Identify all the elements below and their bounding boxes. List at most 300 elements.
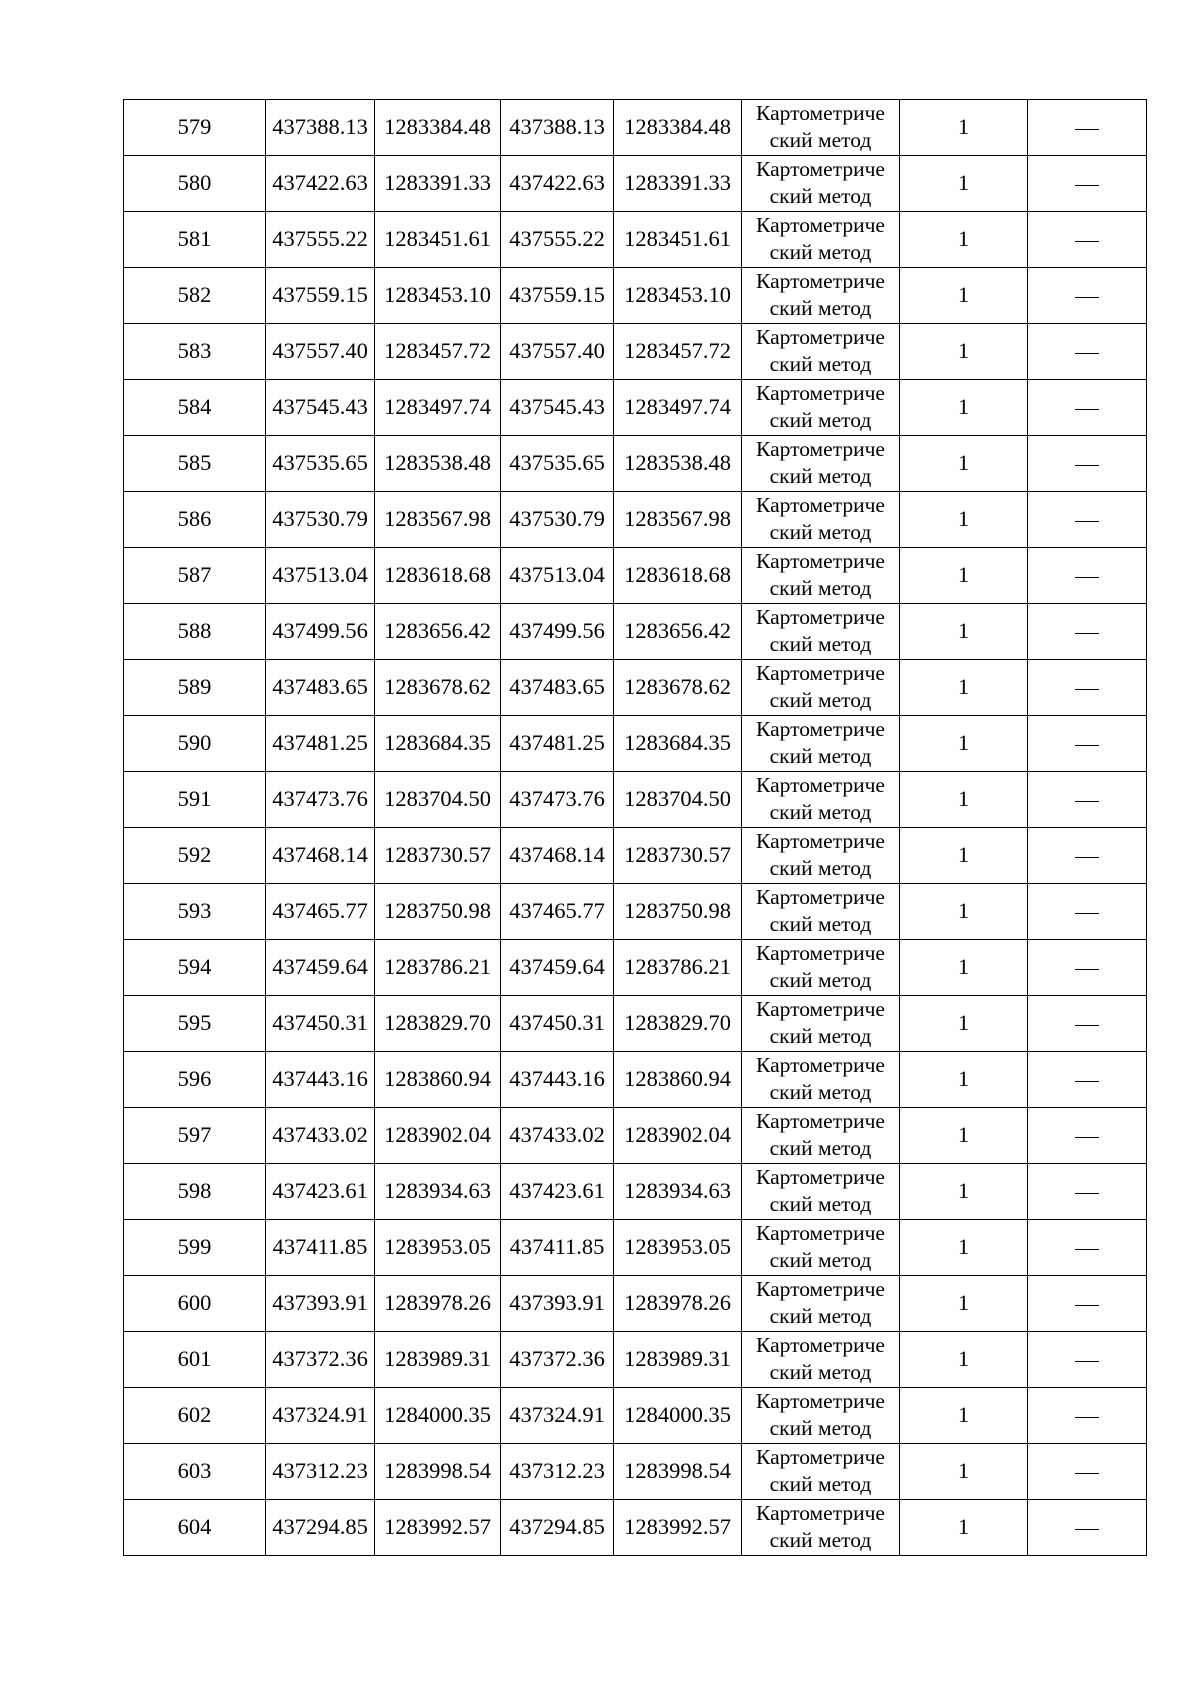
x-existing-cell: 437483.65 — [266, 660, 375, 716]
precision-cell: 1 — [900, 380, 1028, 436]
y-existing-cell: 1283829.70 — [375, 996, 501, 1052]
dash-mark — [1075, 1081, 1099, 1082]
method-line-2: ский метод — [769, 295, 872, 320]
dash-mark — [1075, 1305, 1099, 1306]
x-existing-cell: 437535.65 — [266, 436, 375, 492]
description-cell — [1028, 1388, 1147, 1444]
precision-cell: 1 — [900, 884, 1028, 940]
method-line-1: Картометриче — [756, 828, 885, 853]
point-number-cell: 588 — [124, 604, 266, 660]
x-existing-cell: 437443.16 — [266, 1052, 375, 1108]
x-refined-cell: 437459.64 — [501, 940, 614, 996]
x-existing-cell: 437473.76 — [266, 772, 375, 828]
method-line-1: Картометриче — [756, 772, 885, 797]
y-existing-cell: 1283656.42 — [375, 604, 501, 660]
table-row — [124, 1164, 1147, 1220]
x-existing-cell: 437372.36 — [266, 1332, 375, 1388]
x-refined-cell: 437423.61 — [501, 1164, 614, 1220]
dash-mark — [1075, 969, 1099, 970]
y-existing-cell: 1283978.26 — [375, 1276, 501, 1332]
point-number-cell: 584 — [124, 380, 266, 436]
precision-cell: 1 — [900, 996, 1028, 1052]
x-existing-cell: 437465.77 — [266, 884, 375, 940]
y-existing-cell: 1283934.63 — [375, 1164, 501, 1220]
x-existing-cell: 437324.91 — [266, 1388, 375, 1444]
precision-cell: 1 — [900, 660, 1028, 716]
description-cell — [1028, 212, 1147, 268]
method-line-2: ский метод — [769, 631, 872, 656]
table-row — [124, 436, 1147, 492]
method-line-1: Картометриче — [756, 716, 885, 741]
method-line-1: Картометриче — [756, 604, 885, 629]
table-row — [124, 1500, 1147, 1556]
y-refined-cell: 1283656.42 — [614, 604, 742, 660]
method-line-1: Картометриче — [756, 660, 885, 685]
x-existing-cell: 437559.15 — [266, 268, 375, 324]
method-line-1: Картометриче — [756, 212, 885, 237]
table-row — [124, 1108, 1147, 1164]
point-number-cell: 581 — [124, 212, 266, 268]
x-refined-cell: 437481.25 — [501, 716, 614, 772]
precision-cell: 1 — [900, 548, 1028, 604]
x-refined-cell: 437468.14 — [501, 828, 614, 884]
method-line-1: Картометриче — [756, 1444, 885, 1469]
precision-cell: 1 — [900, 156, 1028, 212]
method-cell — [742, 436, 900, 492]
table-row — [124, 1220, 1147, 1276]
point-number-cell: 602 — [124, 1388, 266, 1444]
description-cell — [1028, 1052, 1147, 1108]
method-line-2: ский метод — [769, 911, 872, 936]
table-row — [124, 156, 1147, 212]
description-cell — [1028, 1276, 1147, 1332]
y-refined-cell: 1283684.35 — [614, 716, 742, 772]
description-cell — [1028, 1220, 1147, 1276]
x-existing-cell: 437433.02 — [266, 1108, 375, 1164]
method-line-2: ский метод — [769, 799, 872, 824]
y-refined-cell: 1283992.57 — [614, 1500, 742, 1556]
table-row — [124, 324, 1147, 380]
method-line-2: ский метод — [769, 351, 872, 376]
table-row — [124, 1276, 1147, 1332]
dash-mark — [1075, 801, 1099, 802]
x-refined-cell: 437393.91 — [501, 1276, 614, 1332]
table-row — [124, 604, 1147, 660]
method-cell — [742, 1108, 900, 1164]
method-line-2: ский метод — [769, 519, 872, 544]
x-refined-cell: 437388.13 — [501, 100, 614, 156]
y-existing-cell: 1283538.48 — [375, 436, 501, 492]
method-line-2: ский метод — [769, 967, 872, 992]
method-cell — [742, 660, 900, 716]
method-cell — [742, 772, 900, 828]
x-existing-cell: 437555.22 — [266, 212, 375, 268]
point-number-cell: 597 — [124, 1108, 266, 1164]
y-refined-cell: 1283934.63 — [614, 1164, 742, 1220]
x-refined-cell: 437411.85 — [501, 1220, 614, 1276]
method-cell — [742, 1444, 900, 1500]
precision-cell: 1 — [900, 1276, 1028, 1332]
table-row — [124, 716, 1147, 772]
y-refined-cell: 1283391.33 — [614, 156, 742, 212]
table-row — [124, 772, 1147, 828]
method-cell — [742, 548, 900, 604]
y-existing-cell: 1283684.35 — [375, 716, 501, 772]
y-existing-cell: 1283704.50 — [375, 772, 501, 828]
x-refined-cell: 437513.04 — [501, 548, 614, 604]
method-line-2: ский метод — [769, 127, 872, 152]
description-cell — [1028, 660, 1147, 716]
table-row — [124, 1444, 1147, 1500]
description-cell — [1028, 604, 1147, 660]
table-row — [124, 940, 1147, 996]
method-line-1: Картометриче — [756, 884, 885, 909]
table-row — [124, 828, 1147, 884]
y-existing-cell: 1283730.57 — [375, 828, 501, 884]
method-line-1: Картометриче — [756, 268, 885, 293]
table-row — [124, 1332, 1147, 1388]
method-cell — [742, 716, 900, 772]
dash-mark — [1075, 129, 1099, 130]
method-line-1: Картометриче — [756, 1220, 885, 1245]
method-line-2: ский метод — [769, 407, 872, 432]
method-line-2: ский метод — [769, 1303, 872, 1328]
description-cell — [1028, 996, 1147, 1052]
precision-cell: 1 — [900, 604, 1028, 660]
description-cell — [1028, 1164, 1147, 1220]
method-cell — [742, 884, 900, 940]
x-existing-cell: 437450.31 — [266, 996, 375, 1052]
y-refined-cell: 1283567.98 — [614, 492, 742, 548]
dash-mark — [1075, 1361, 1099, 1362]
method-line-1: Картометриче — [756, 492, 885, 517]
method-cell — [742, 1220, 900, 1276]
x-refined-cell: 437545.43 — [501, 380, 614, 436]
description-cell — [1028, 940, 1147, 996]
table-row — [124, 1388, 1147, 1444]
y-refined-cell: 1283860.94 — [614, 1052, 742, 1108]
precision-cell: 1 — [900, 1052, 1028, 1108]
precision-cell: 1 — [900, 1164, 1028, 1220]
x-existing-cell: 437388.13 — [266, 100, 375, 156]
method-line-1: Картометриче — [756, 1108, 885, 1133]
x-existing-cell: 437530.79 — [266, 492, 375, 548]
method-line-1: Картометриче — [756, 940, 885, 965]
description-cell — [1028, 268, 1147, 324]
method-line-2: ский метод — [769, 743, 872, 768]
y-existing-cell: 1283860.94 — [375, 1052, 501, 1108]
y-refined-cell: 1283384.48 — [614, 100, 742, 156]
dash-mark — [1075, 1193, 1099, 1194]
x-existing-cell: 437557.40 — [266, 324, 375, 380]
y-existing-cell: 1283457.72 — [375, 324, 501, 380]
y-refined-cell: 1283618.68 — [614, 548, 742, 604]
point-number-cell: 593 — [124, 884, 266, 940]
point-number-cell: 596 — [124, 1052, 266, 1108]
precision-cell: 1 — [900, 716, 1028, 772]
x-refined-cell: 437530.79 — [501, 492, 614, 548]
x-refined-cell: 437312.23 — [501, 1444, 614, 1500]
dash-mark — [1075, 1137, 1099, 1138]
method-cell — [742, 156, 900, 212]
method-line-1: Картометриче — [756, 1332, 885, 1357]
y-refined-cell: 1283902.04 — [614, 1108, 742, 1164]
method-line-1: Картометриче — [756, 1164, 885, 1189]
dash-mark — [1075, 353, 1099, 354]
method-cell — [742, 268, 900, 324]
dash-mark — [1075, 1473, 1099, 1474]
dash-mark — [1075, 633, 1099, 634]
coordinates-table — [123, 99, 1147, 1556]
method-cell — [742, 940, 900, 996]
dash-mark — [1075, 857, 1099, 858]
method-line-1: Картометриче — [756, 436, 885, 461]
table-row — [124, 660, 1147, 716]
x-refined-cell: 437422.63 — [501, 156, 614, 212]
point-number-cell: 592 — [124, 828, 266, 884]
dash-mark — [1075, 409, 1099, 410]
point-number-cell: 604 — [124, 1500, 266, 1556]
method-cell — [742, 100, 900, 156]
y-existing-cell: 1283750.98 — [375, 884, 501, 940]
y-existing-cell: 1283453.10 — [375, 268, 501, 324]
dash-mark — [1075, 745, 1099, 746]
description-cell — [1028, 1500, 1147, 1556]
method-line-1: Картометриче — [756, 1388, 885, 1413]
y-refined-cell: 1283786.21 — [614, 940, 742, 996]
method-cell — [742, 324, 900, 380]
method-cell — [742, 1052, 900, 1108]
method-line-2: ский метод — [769, 1527, 872, 1552]
table-row — [124, 380, 1147, 436]
point-number-cell: 591 — [124, 772, 266, 828]
description-cell — [1028, 324, 1147, 380]
x-refined-cell: 437473.76 — [501, 772, 614, 828]
coordinates-table-body — [124, 100, 1147, 1556]
description-cell — [1028, 828, 1147, 884]
y-refined-cell: 1283538.48 — [614, 436, 742, 492]
precision-cell: 1 — [900, 436, 1028, 492]
dash-mark — [1075, 241, 1099, 242]
precision-cell: 1 — [900, 940, 1028, 996]
method-cell — [742, 604, 900, 660]
y-existing-cell: 1283902.04 — [375, 1108, 501, 1164]
table-row — [124, 548, 1147, 604]
precision-cell: 1 — [900, 1500, 1028, 1556]
table-row — [124, 996, 1147, 1052]
y-refined-cell: 1283497.74 — [614, 380, 742, 436]
x-refined-cell: 437433.02 — [501, 1108, 614, 1164]
method-line-2: ский метод — [769, 1359, 872, 1384]
y-refined-cell: 1283451.61 — [614, 212, 742, 268]
method-cell — [742, 1164, 900, 1220]
point-number-cell: 601 — [124, 1332, 266, 1388]
description-cell — [1028, 716, 1147, 772]
y-existing-cell: 1283567.98 — [375, 492, 501, 548]
dash-mark — [1075, 913, 1099, 914]
point-number-cell: 598 — [124, 1164, 266, 1220]
method-line-1: Картометриче — [756, 1052, 885, 1077]
x-existing-cell: 437545.43 — [266, 380, 375, 436]
x-existing-cell: 437422.63 — [266, 156, 375, 212]
point-number-cell: 583 — [124, 324, 266, 380]
point-number-cell: 579 — [124, 100, 266, 156]
dash-mark — [1075, 521, 1099, 522]
x-existing-cell: 437481.25 — [266, 716, 375, 772]
y-existing-cell: 1283998.54 — [375, 1444, 501, 1500]
x-refined-cell: 437499.56 — [501, 604, 614, 660]
method-line-1: Картометриче — [756, 548, 885, 573]
table-row — [124, 268, 1147, 324]
method-cell — [742, 380, 900, 436]
method-cell — [742, 996, 900, 1052]
precision-cell: 1 — [900, 1108, 1028, 1164]
dash-mark — [1075, 1529, 1099, 1530]
y-refined-cell: 1283989.31 — [614, 1332, 742, 1388]
x-refined-cell: 437555.22 — [501, 212, 614, 268]
y-existing-cell: 1283678.62 — [375, 660, 501, 716]
x-existing-cell: 437294.85 — [266, 1500, 375, 1556]
description-cell — [1028, 156, 1147, 212]
precision-cell: 1 — [900, 1388, 1028, 1444]
method-line-2: ский метод — [769, 575, 872, 600]
y-refined-cell: 1283829.70 — [614, 996, 742, 1052]
point-number-cell: 603 — [124, 1444, 266, 1500]
method-line-2: ский метод — [769, 1135, 872, 1160]
y-existing-cell: 1283992.57 — [375, 1500, 501, 1556]
description-cell — [1028, 380, 1147, 436]
dash-mark — [1075, 1249, 1099, 1250]
precision-cell: 1 — [900, 268, 1028, 324]
precision-cell: 1 — [900, 1332, 1028, 1388]
point-number-cell: 587 — [124, 548, 266, 604]
method-line-1: Картометриче — [756, 996, 885, 1021]
x-existing-cell: 437411.85 — [266, 1220, 375, 1276]
method-cell — [742, 492, 900, 548]
method-line-2: ский метод — [769, 1023, 872, 1048]
method-line-2: ский метод — [769, 1415, 872, 1440]
description-cell — [1028, 884, 1147, 940]
y-refined-cell: 1283953.05 — [614, 1220, 742, 1276]
method-line-2: ский метод — [769, 183, 872, 208]
dash-mark — [1075, 1417, 1099, 1418]
y-refined-cell: 1284000.35 — [614, 1388, 742, 1444]
dash-mark — [1075, 297, 1099, 298]
method-line-1: Картометриче — [756, 1276, 885, 1301]
x-existing-cell: 437312.23 — [266, 1444, 375, 1500]
point-number-cell: 590 — [124, 716, 266, 772]
description-cell — [1028, 492, 1147, 548]
x-refined-cell: 437559.15 — [501, 268, 614, 324]
method-line-1: Картометриче — [756, 156, 885, 181]
precision-cell: 1 — [900, 100, 1028, 156]
method-line-2: ский метод — [769, 1191, 872, 1216]
point-number-cell: 595 — [124, 996, 266, 1052]
table-row — [124, 1052, 1147, 1108]
point-number-cell: 600 — [124, 1276, 266, 1332]
x-existing-cell: 437459.64 — [266, 940, 375, 996]
y-refined-cell: 1283453.10 — [614, 268, 742, 324]
method-line-2: ский метод — [769, 1079, 872, 1104]
x-refined-cell: 437443.16 — [501, 1052, 614, 1108]
method-cell — [742, 212, 900, 268]
precision-cell: 1 — [900, 212, 1028, 268]
y-refined-cell: 1283730.57 — [614, 828, 742, 884]
y-refined-cell: 1283704.50 — [614, 772, 742, 828]
precision-cell: 1 — [900, 1444, 1028, 1500]
dash-mark — [1075, 465, 1099, 466]
table-row — [124, 212, 1147, 268]
y-existing-cell: 1283384.48 — [375, 100, 501, 156]
y-refined-cell: 1283457.72 — [614, 324, 742, 380]
x-refined-cell: 437535.65 — [501, 436, 614, 492]
x-refined-cell: 437465.77 — [501, 884, 614, 940]
method-line-2: ский метод — [769, 855, 872, 880]
x-refined-cell: 437483.65 — [501, 660, 614, 716]
y-refined-cell: 1283998.54 — [614, 1444, 742, 1500]
method-line-2: ский метод — [769, 463, 872, 488]
description-cell — [1028, 1444, 1147, 1500]
precision-cell: 1 — [900, 492, 1028, 548]
precision-cell: 1 — [900, 828, 1028, 884]
description-cell — [1028, 100, 1147, 156]
method-line-2: ский метод — [769, 1247, 872, 1272]
point-number-cell: 580 — [124, 156, 266, 212]
y-existing-cell: 1283451.61 — [375, 212, 501, 268]
dash-mark — [1075, 185, 1099, 186]
y-existing-cell: 1283391.33 — [375, 156, 501, 212]
table-row — [124, 884, 1147, 940]
table-row — [124, 492, 1147, 548]
dash-mark — [1075, 689, 1099, 690]
method-line-1: Картометриче — [756, 1500, 885, 1525]
x-existing-cell: 437468.14 — [266, 828, 375, 884]
x-refined-cell: 437372.36 — [501, 1332, 614, 1388]
precision-cell: 1 — [900, 1220, 1028, 1276]
method-cell — [742, 1388, 900, 1444]
y-existing-cell: 1283953.05 — [375, 1220, 501, 1276]
y-refined-cell: 1283678.62 — [614, 660, 742, 716]
point-number-cell: 582 — [124, 268, 266, 324]
dash-mark — [1075, 577, 1099, 578]
x-refined-cell: 437450.31 — [501, 996, 614, 1052]
description-cell — [1028, 1332, 1147, 1388]
table-row — [124, 100, 1147, 156]
method-line-1: Картометриче — [756, 324, 885, 349]
y-existing-cell: 1283786.21 — [375, 940, 501, 996]
method-line-2: ский метод — [769, 1471, 872, 1496]
y-existing-cell: 1284000.35 — [375, 1388, 501, 1444]
description-cell — [1028, 772, 1147, 828]
method-line-2: ский метод — [769, 687, 872, 712]
point-number-cell: 589 — [124, 660, 266, 716]
description-cell — [1028, 436, 1147, 492]
method-line-1: Картометриче — [756, 380, 885, 405]
x-existing-cell: 437499.56 — [266, 604, 375, 660]
precision-cell: 1 — [900, 772, 1028, 828]
y-existing-cell: 1283989.31 — [375, 1332, 501, 1388]
y-refined-cell: 1283750.98 — [614, 884, 742, 940]
dash-mark — [1075, 1025, 1099, 1026]
x-existing-cell: 437393.91 — [266, 1276, 375, 1332]
precision-cell: 1 — [900, 324, 1028, 380]
description-cell — [1028, 548, 1147, 604]
point-number-cell: 586 — [124, 492, 266, 548]
method-line-2: ский метод — [769, 239, 872, 264]
point-number-cell: 594 — [124, 940, 266, 996]
y-existing-cell: 1283618.68 — [375, 548, 501, 604]
point-number-cell: 585 — [124, 436, 266, 492]
